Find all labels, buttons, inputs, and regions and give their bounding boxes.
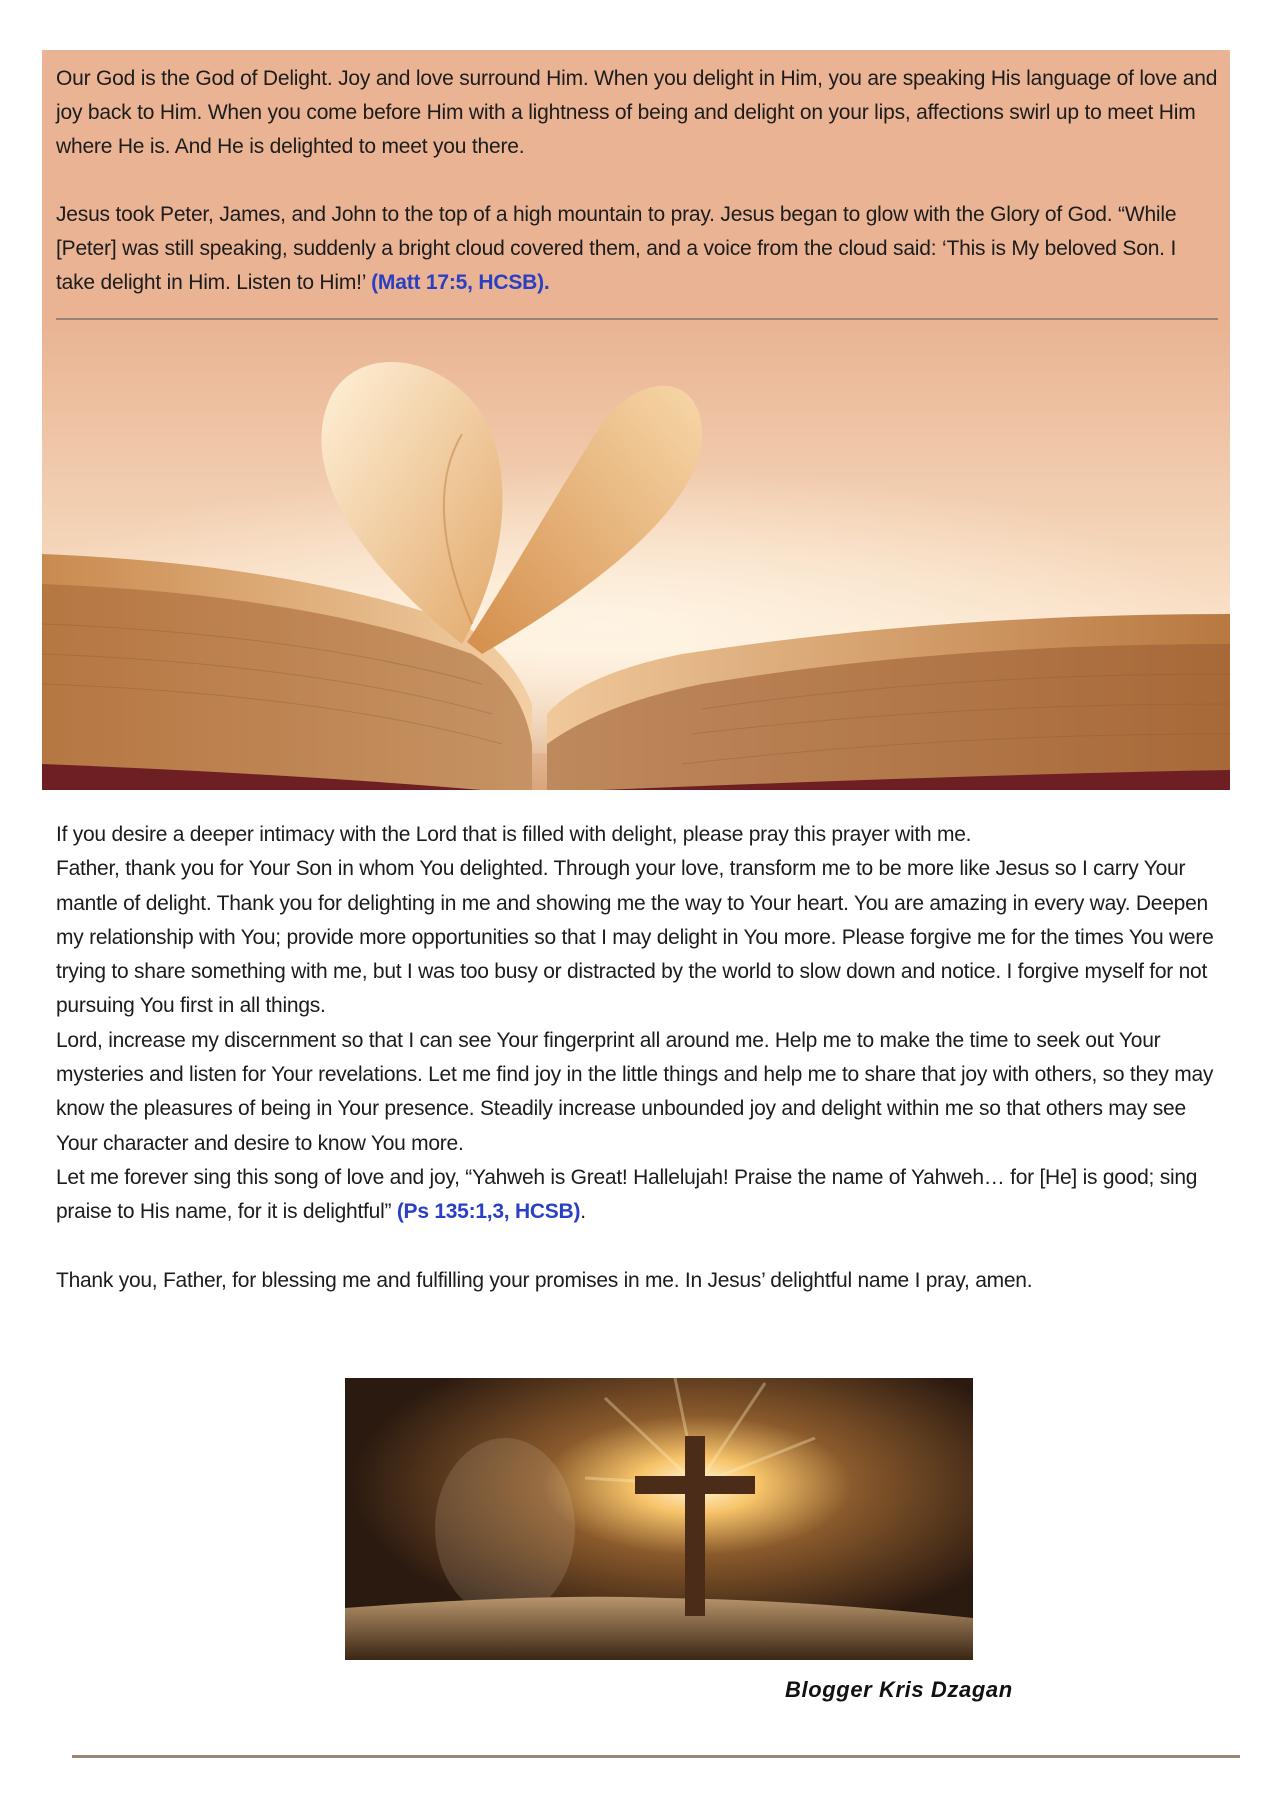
scripture-reference-matt: (Matt 17:5, HCSB). [371, 271, 550, 294]
prayer-paragraph-sing [56, 1161, 1226, 1230]
intro-text [56, 62, 1218, 300]
intro-paragraph-2-text: Jesus took Peter, James, and John to the top of a high mountain to pray. Jesus began to glow with the Glory of God. “While [Peter] was still speaking, suddenly a bright cloud covered them, and a voice from the cloud said: ‘This is My beloved Son. I take delight in Him. Listen to Him!’ [56, 203, 1177, 294]
prayer-sing-text: Let me forever sing this song of love and joy, “Yahweh is Great! Hallelujah! Praise the name of Yahweh… for [He] is good; sing praise to His name, for it is delightful” [56, 1165, 1198, 1224]
intro-paragraph-1: Our God is the God of Delight. Joy and love surround Him. When you delight in Him, you are speaking His language of love and joy back to Him. When you come before Him with a lightness of being and delight on your lips, affections swirl up to meet Him where He is. And He is delighted to meet you there. [56, 67, 1218, 158]
heart-book-photo [42, 324, 1230, 790]
prayer-paragraph-lord: Lord, increase my discernment so that I can see Your fingerprint all around me. Help me to make the time to seek out Your mysteries and listen for Your revelations. Let me find joy in the little things and help me to share that joy with others, so they may know the pleasures of being in Your presence. Steadily increase unbounded joy and delight within me so that others may see Your character and desire to know You more. [56, 1028, 1214, 1155]
footer-rule [72, 1755, 1240, 1758]
prayer-invitation: If you desire a deeper intimacy with the Lord that is filled with delight, please pray this prayer with me. [56, 823, 972, 846]
divider-rule [56, 318, 1218, 320]
prayer-sing-end: . [580, 1200, 586, 1224]
cross-photo [345, 1378, 973, 1660]
prayer-paragraph-father: Father, thank you for Your Son in whom You delighted. Through your love, transform me to be more like Jesus so I carry Your mantle of delight. Thank you for delighting in me and showing me the way to Your heart. You are amazing in every way. Deepen my relationship with You; provide more opportunities so that I may delight in You more. Please forgive me for the times You were trying to share something with me, but I was too busy or distracted by the world to slow down and notice. I forgive myself for not pursuing You first in all things. [56, 857, 1214, 1018]
prayer-text [56, 818, 1226, 1298]
author-signature: Blogger Kris Dzagan [785, 1677, 1013, 1702]
intro-paragraph-2 [56, 198, 1218, 300]
scripture-reference-psalm: (Ps 135:1,3, HCSB) [396, 1200, 581, 1224]
prayer-closing: Thank you, Father, for blessing me and fulfilling your promises in me. In Jesus’ delightful name I pray, amen. [56, 1268, 1033, 1292]
